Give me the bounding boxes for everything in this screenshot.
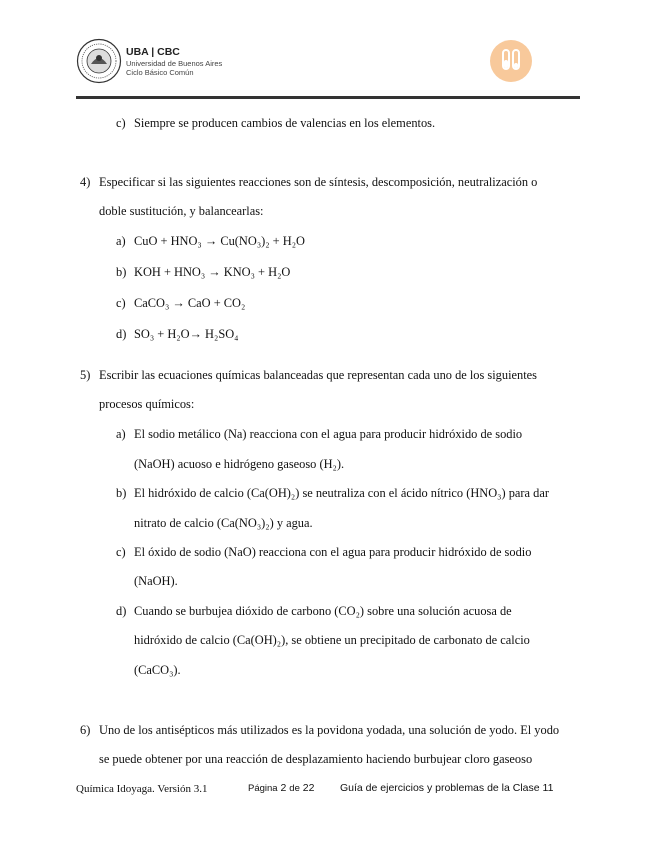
- question-number: 5): [80, 368, 91, 382]
- test-tubes-icon: [489, 39, 533, 83]
- list-item-label: c): [116, 116, 126, 130]
- list-item-text: nitrato de calcio (Ca(NO₃)₂) y agua.: [134, 516, 313, 530]
- equation: KOH + HNO₃ → KNO₃ + H₂O: [134, 265, 291, 279]
- question-text: Escribir las ecuaciones químicas balanceadas que representan cada uno de los siguientes: [99, 368, 537, 382]
- equation: CaCO₃ → CaO + CO₂: [134, 296, 246, 310]
- footer-right: Guía de ejercicios y problemas de la Clase 11: [340, 782, 554, 794]
- page-number: [248, 782, 314, 794]
- question-text: se puede obtener por una reacción de desplazamiento haciendo burbujear cloro gaseoso: [99, 752, 533, 766]
- page-of: de: [289, 783, 300, 794]
- logo-name: UBA | CBC: [126, 46, 180, 58]
- list-item-label: a): [116, 234, 126, 248]
- footer-left: Química Idoyaga. Versión 3.1: [76, 783, 208, 795]
- list-item-label: b): [116, 486, 127, 500]
- header-divider: [76, 96, 580, 99]
- equation: SO₃ + H₂O→ H₂SO₄: [134, 327, 239, 341]
- question-text: Uno de los antisépticos más utilizados es la povidona yodada, una solución de yodo. El yodo: [99, 723, 560, 737]
- page-current: 2: [280, 782, 287, 794]
- question-text: Especificar si las siguientes reacciones son de síntesis, descomposición, neutralización o: [99, 175, 538, 189]
- logo-subtitle-2: Ciclo Básico Común: [126, 68, 194, 77]
- list-item-label: a): [116, 427, 126, 441]
- list-item-text: (NaOH).: [134, 574, 178, 588]
- list-item-label: d): [116, 327, 127, 341]
- logo-subtitle-1: Universidad de Buenos Aires: [126, 59, 223, 68]
- list-item-text: (NaOH) acuoso e hidrógeno gaseoso (H₂).: [134, 457, 345, 471]
- question-text: procesos químicos:: [99, 397, 195, 411]
- list-item-text: Cuando se burbujea dióxido de carbono (CO₂) sobre una solución acuosa de: [134, 604, 512, 618]
- list-item-text: El sodio metálico (Na) reacciona con el agua para producir hidróxido de sodio: [134, 427, 523, 441]
- question-number: 6): [80, 723, 91, 737]
- university-seal-icon: [76, 38, 122, 84]
- list-item-label: d): [116, 604, 127, 618]
- list-item-text: (CaCO₃).: [134, 663, 181, 677]
- header: [76, 36, 580, 92]
- list-item-label: c): [116, 545, 126, 559]
- list-item-text: Siempre se producen cambios de valencias en los elementos.: [134, 116, 436, 130]
- page-label: Página: [248, 783, 278, 794]
- question-number: 4): [80, 175, 91, 189]
- list-item-text: hidróxido de calcio (Ca(OH)₂), se obtiene un precipitado de carbonato de calcio: [134, 633, 530, 647]
- question-text: doble sustitución, y balancearlas:: [99, 204, 264, 218]
- equation: CuO + HNO₃ → Cu(NO₃)₂ + H₂O: [134, 234, 305, 248]
- list-item-label: b): [116, 265, 127, 279]
- list-item-text: El hidróxido de calcio (Ca(OH)₂) se neutraliza con el ácido nítrico (HNO₃) para dar: [134, 486, 549, 500]
- list-item-label: c): [116, 296, 126, 310]
- page-total: 22: [302, 782, 315, 794]
- list-item-text: El óxido de sodio (NaO) reacciona con el agua para producir hidróxido de sodio: [134, 545, 532, 559]
